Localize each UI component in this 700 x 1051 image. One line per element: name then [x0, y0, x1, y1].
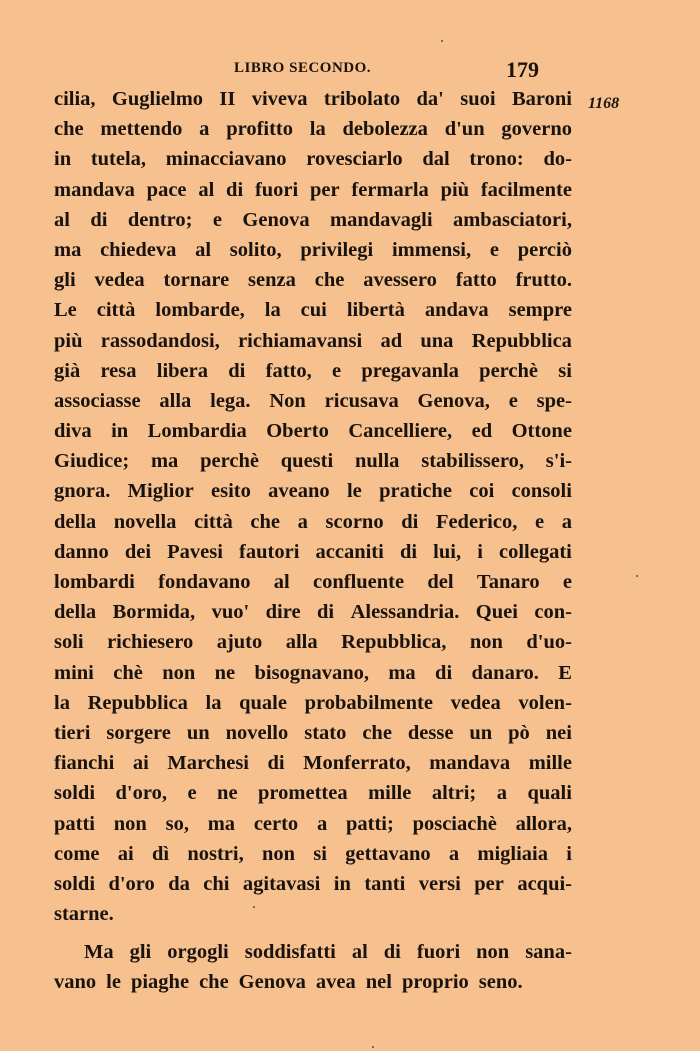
margin-year-note: 1168 [588, 95, 620, 112]
text-line: Ma gli orgogli soddisfatti al di fuori non sana- [84, 941, 572, 964]
page-number: 179 [506, 57, 539, 82]
paragraph-1 [54, 84, 572, 929]
paragraph-2 [54, 937, 572, 997]
text-line: soli richiesero ajuto alla Repubblica, non d'uo- [54, 631, 572, 654]
text-line: associasse alla lega. Non ricusava Genova, e spe- [54, 389, 572, 412]
text-line: soldi d'oro, e ne promettea mille altri; a quali [54, 782, 572, 805]
text-line: Le città lombarde, la cui libertà andava sempre [54, 299, 572, 322]
body-text [54, 84, 572, 998]
text-line: in tutela, minacciavano rovesciarlo dal trono: do- [54, 148, 572, 171]
text-line: della Bormida, vuo' dire di Alessandria. Quei con- [54, 601, 572, 624]
paper-speck [441, 40, 443, 42]
text-line: come ai dì nostri, non si gettavano a migliaia i [54, 842, 572, 865]
text-line: più rassodandosi, richiamavansi ad una Repubblica [54, 329, 572, 352]
text-line: che mettendo a profitto la debolezza d'un governo [54, 118, 572, 141]
text-line: già resa libera di fatto, e pregavanla perchè si [54, 359, 572, 382]
text-line: patti non so, ma certo a patti; posciachè allora, [54, 812, 572, 835]
text-line: fianchi ai Marchesi di Monferrato, mandava mille [54, 752, 572, 775]
text-line: cilia, Guglielmo II viveva tribolato da' suoi Baroni [54, 88, 572, 110]
text-line: della novella città che a scorno di Federico, e a [54, 510, 572, 533]
text-line: diva in Lombardia Oberto Cancelliere, ed Ottone [54, 420, 572, 443]
text-line: la Repubblica la quale probabilmente vedea volen- [54, 691, 572, 714]
paper-speck [253, 906, 255, 908]
text-line: gnora. Miglior esito aveano le pratiche coi consoli [54, 480, 572, 503]
text-line: lombardi fondavano al confluente del Tanaro e [54, 571, 572, 593]
text-line: ma chiedeva al solito, privilegi immensi, e perciò [54, 238, 572, 261]
text-line: vano le piaghe che Genova avea nel proprio seno. [54, 971, 523, 994]
running-head: LIBRO SECONDO. [234, 60, 372, 76]
text-line: Giudice; ma perchè questi nulla stabilissero, s'i- [54, 450, 572, 473]
text-line: mini chè non ne bisognavano, ma di danaro. E [54, 661, 572, 684]
text-line: starne. [54, 903, 114, 926]
text-line: gli vedea tornare senza che avessero fatto frutto. [54, 269, 572, 292]
text-line: tieri sorgere un novello stato che desse un pò nei [54, 721, 572, 744]
text-line: danno dei Pavesi fautori accaniti di lui, i collegati [54, 540, 572, 563]
text-line: soldi d'oro da chi agitavasi in tanti versi per acqui- [54, 872, 572, 895]
text-line: al di dentro; e Genova mandavagli ambasciatori, [54, 208, 572, 231]
text-line: mandava pace al di fuori per fermarla più facilmente [54, 178, 572, 201]
paper-speck [372, 1046, 374, 1048]
paper-speck [636, 575, 638, 577]
